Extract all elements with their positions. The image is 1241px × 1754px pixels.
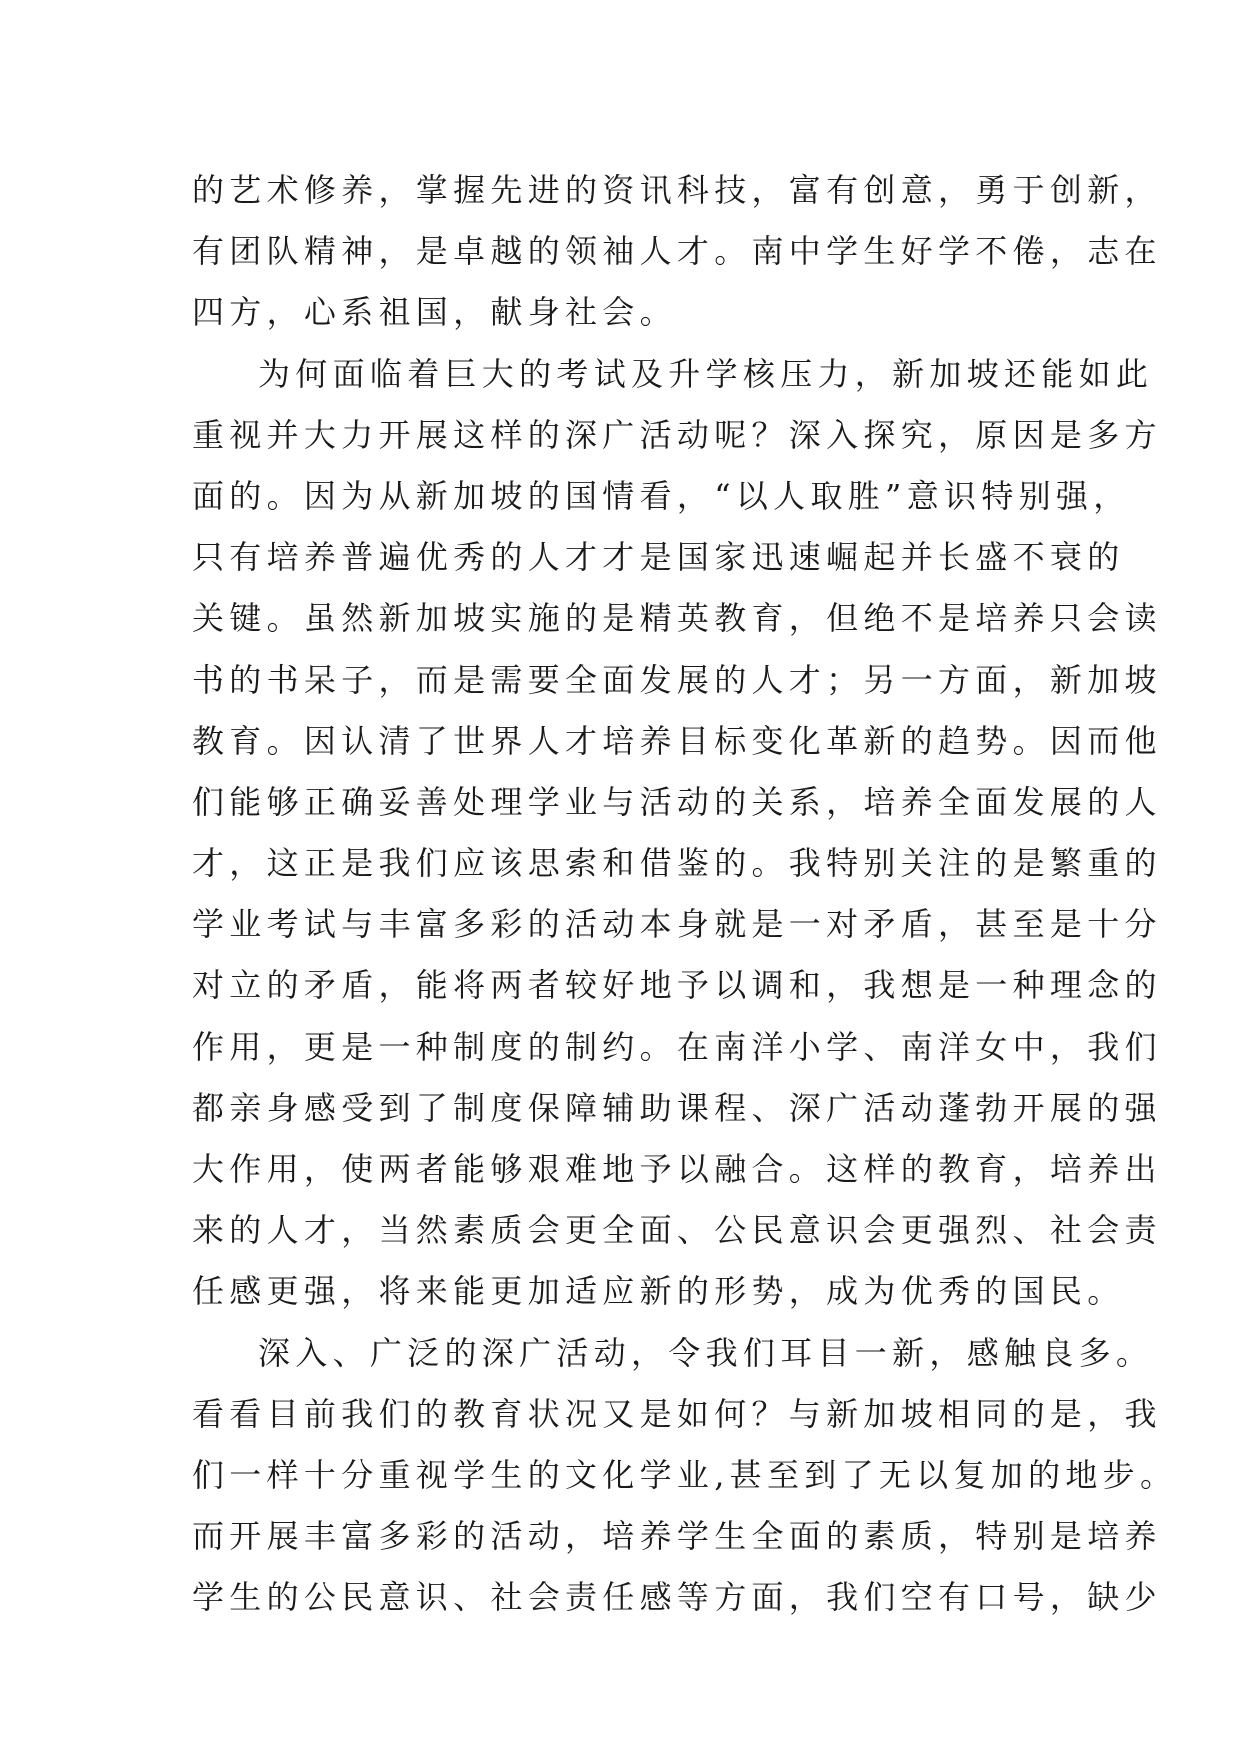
text-line: 重视并大力开展这样的深广活动呢？深入探究，原因是多方: [192, 415, 1162, 454]
text-line: 面的。因为从新加坡的国情看，“以人取胜”意识特别强，: [192, 476, 1131, 515]
text-line: 关键。虽然新加坡实施的是精英教育，但绝不是培养只会读: [192, 599, 1162, 638]
text-line: 书的书呆子，而是需要全面发展的人才；另一方面，新加坡: [192, 660, 1162, 699]
body-text: [192, 160, 1178, 1629]
text-line: 任感更强，将来能更加适应新的形势，成为优秀的国民。: [192, 1272, 1125, 1311]
paragraph-first-line: 深入、广泛的深广活动，令我们耳目一新，感触良多。: [258, 1333, 1154, 1372]
text-line: 看看目前我们的教育状况又是如何？与新加坡相同的是，我: [192, 1394, 1162, 1433]
text-line: 们能够正确妥善处理学业与活动的关系，培养全面发展的人: [192, 782, 1162, 821]
text-line: 教育。因认清了世界人才培养目标变化革新的趋势。因而他: [192, 721, 1162, 760]
text-line: 对立的矛盾，能将两者较好地予以调和，我想是一种理念的: [192, 966, 1162, 1005]
text-line: 都亲身感受到了制度保障辅助课程、深广活动蓬勃开展的强: [192, 1088, 1162, 1127]
text-line: 学生的公民意识、社会责任感等方面，我们空有口号，缺少: [192, 1578, 1162, 1617]
text-line: 们一样十分重视学生的文化学业,甚至到了无以复加的地步。: [192, 1455, 1178, 1494]
paragraph-first-line: 为何面临着巨大的考试及升学核压力，新加坡还能如此: [258, 354, 1154, 393]
text-line: 的艺术修养，掌握先进的资讯科技，富有创意，勇于创新，: [192, 171, 1162, 209]
text-line: 四方，心系祖国，献身社会。: [192, 293, 677, 332]
text-line: 大作用，使两者能够艰难地予以融合。这样的教育，培养出: [192, 1150, 1162, 1188]
text-line: 有团队精神，是卓越的领袖人才。南中学生好学不倦，志在: [192, 232, 1162, 271]
text-line: 才，这正是我们应该思索和借鉴的。我特别关注的是繁重的: [192, 844, 1162, 883]
text-line: 只有培养普遍优秀的人才才是国家迅速崛起并长盛不衰的: [192, 538, 1125, 577]
text-line: 来的人才，当然素质会更全面、公民意识会更强烈、社会责: [192, 1211, 1162, 1250]
text-line: 作用，更是一种制度的制约。在南洋小学、南洋女中，我们: [192, 1027, 1162, 1066]
text-line: 学业考试与丰富多彩的活动本身就是一对矛盾，甚至是十分: [192, 905, 1162, 944]
text-line: 而开展丰富多彩的活动，培养学生全面的素质，特别是培养: [192, 1517, 1162, 1556]
